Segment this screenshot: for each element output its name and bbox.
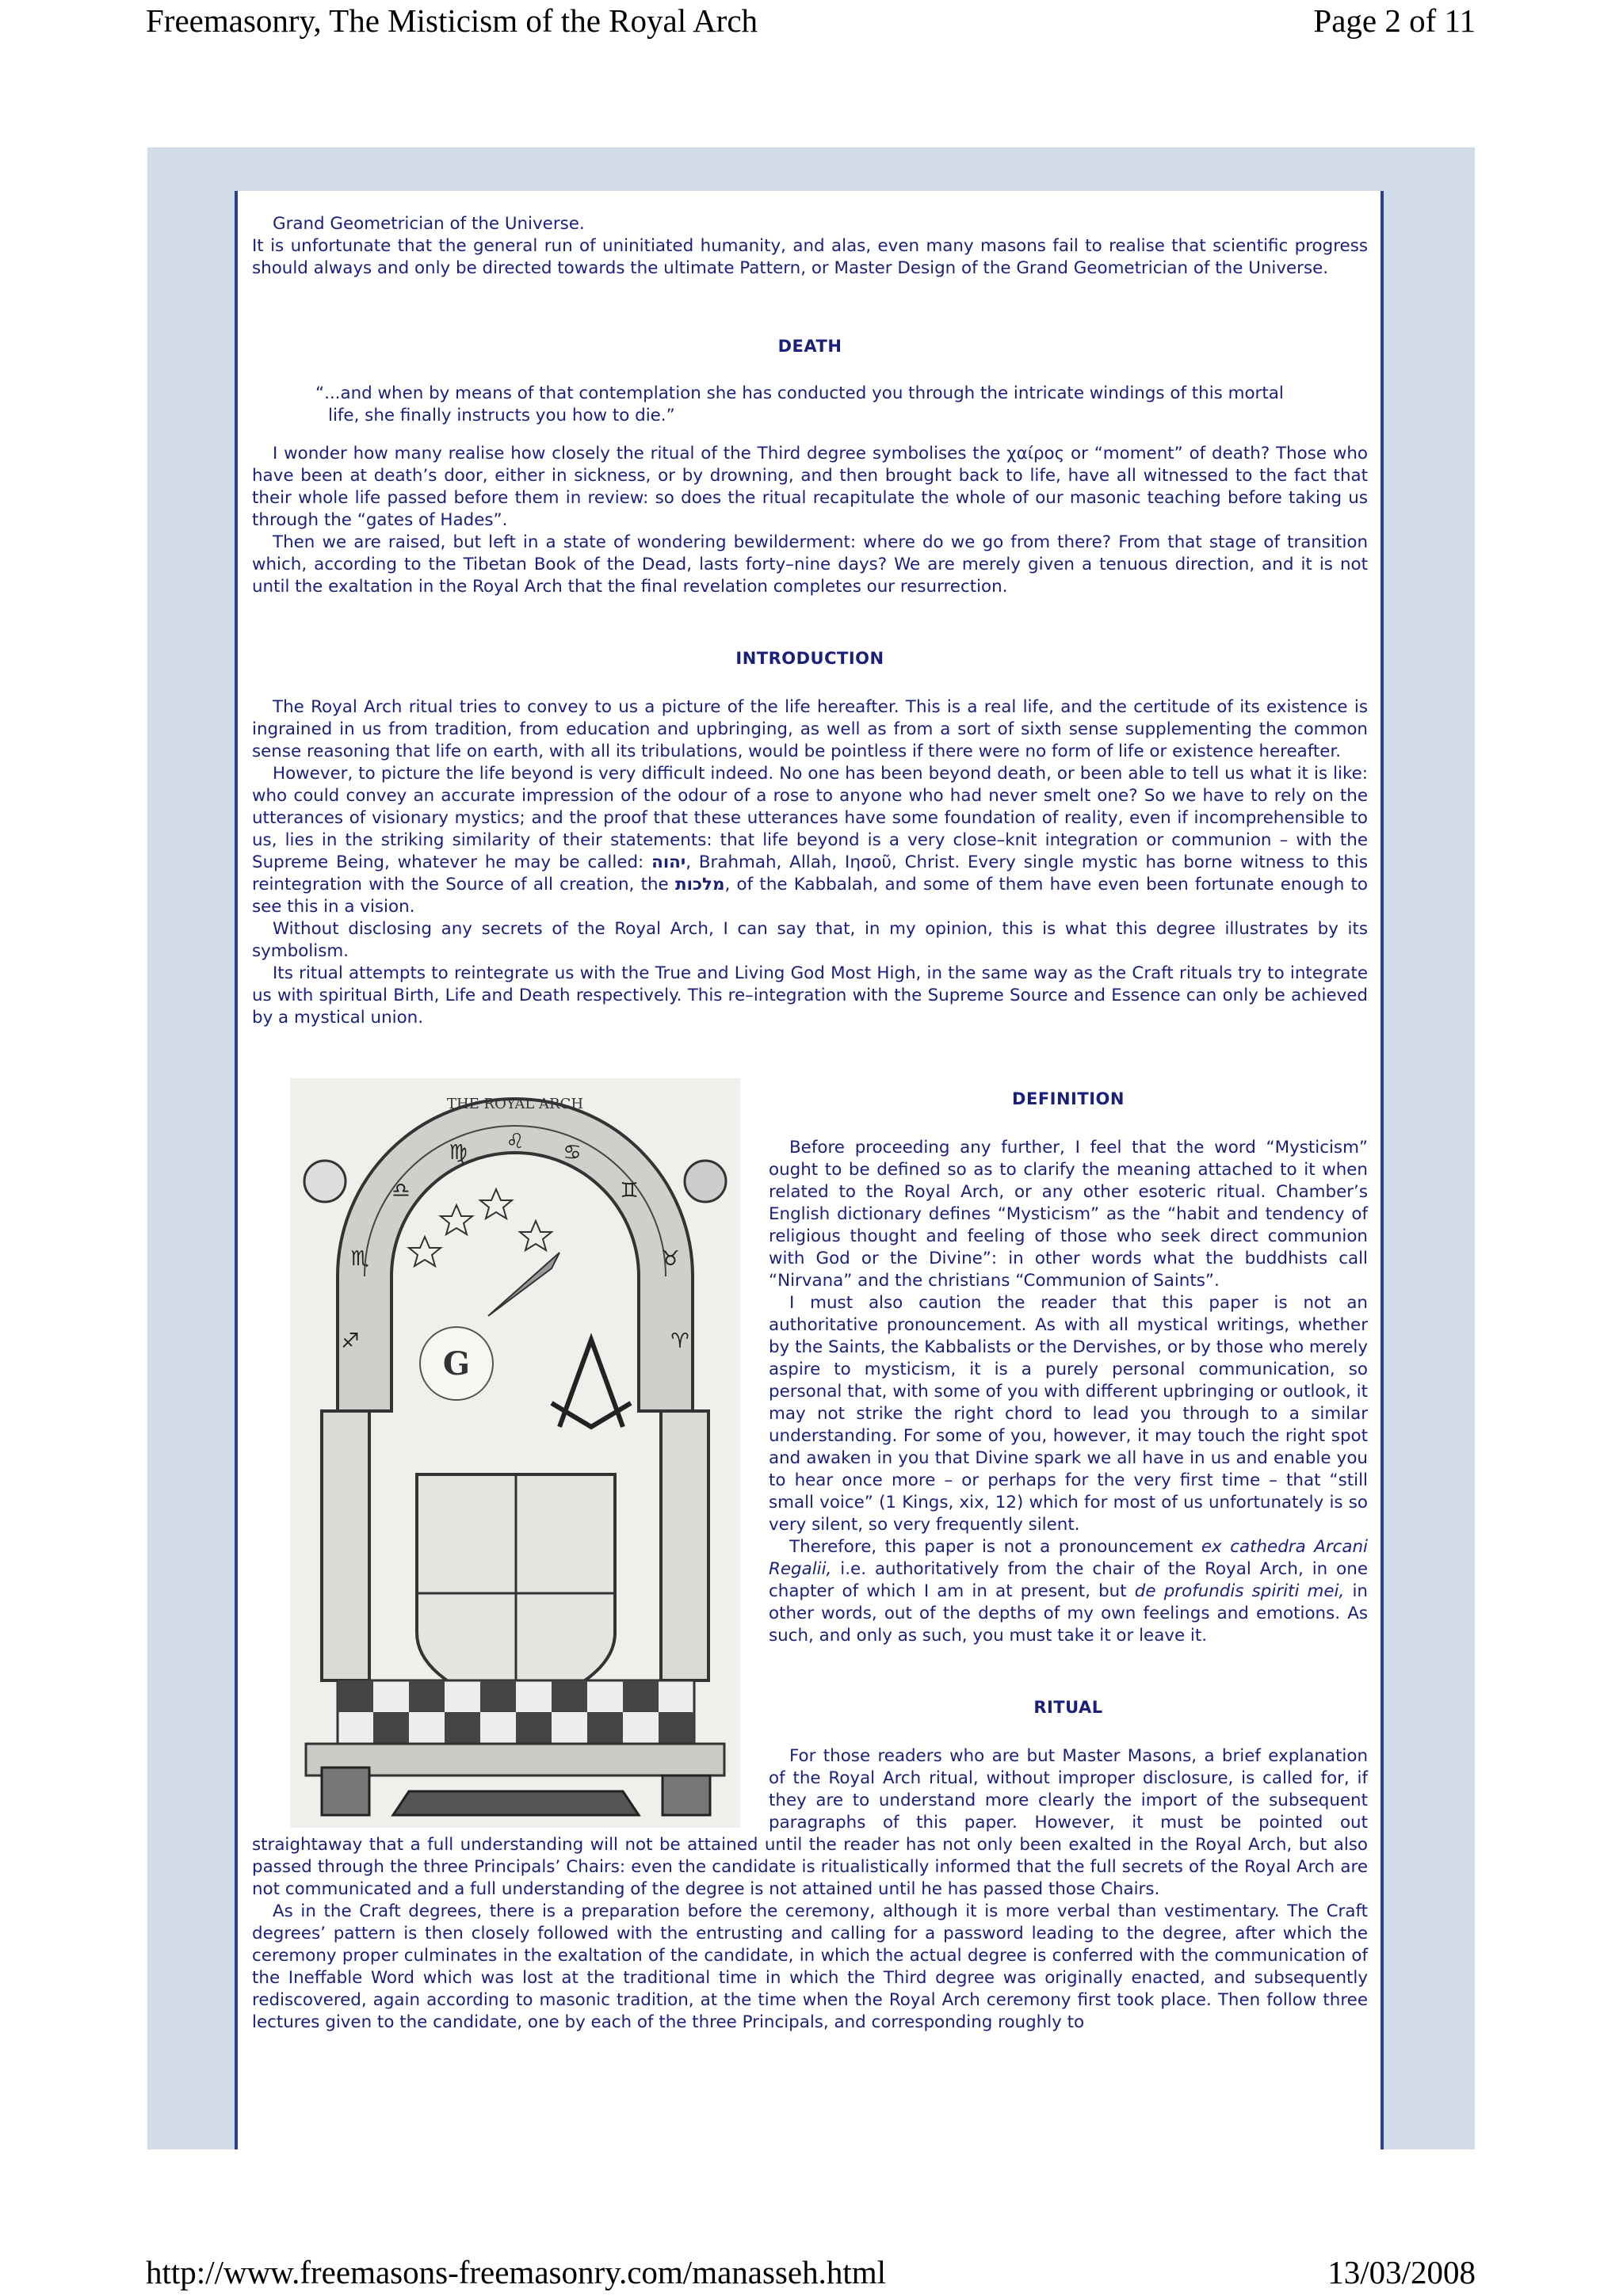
ritual-paragraph-2: As in the Craft degrees, there is a preparation before the ceremony, although it is more verbal than vestimentary. The Craft degrees’ pattern is then closely followed with the entrusting and calling for a password leading to the degree, after which the ceremony proper culminates in the exaltation of the candidate, in which the actual degree is conferred with the communication of the Ineffable Word which was lost at the traditional time in which the Third degree was originally enacted, and subsequently rediscovered, again according to masonic tradition, at the time when the Royal Arch ceremony first took place. Then follow three lectures given to the candidate, one by each of the three Principals, and corresponding roughly to xyxy=(252,1901,1368,2032)
introduction-paragraph-4: Its ritual attempts to reintegrate us with the True and Living God Most High, in the same way as the Craft rituals try to integrate us with spiritual Birth, Life and Death respectively. This re–integration with the Supreme Source and Essence can only be achieved by a mystical union. xyxy=(252,963,1368,1028)
zodiac-glyph: ♎ xyxy=(391,1179,411,1203)
introduction-paragraph-2-part-b: , Brahmah, Allah, Iησοῦ, Christ. Every single mystic has borne witness to this reintegration with the Source of all creation, the xyxy=(252,852,1368,894)
print-footer-date: 13/03/2008 xyxy=(1327,2254,1476,2290)
definition-latin-2: de profundis spiriti mei, xyxy=(1134,1581,1345,1601)
zodiac-glyph: ♌ xyxy=(506,1130,525,1154)
altar-left-icon xyxy=(322,1768,369,1815)
royal-arch-engraving xyxy=(290,1078,740,1828)
glory-letter: G xyxy=(442,1345,471,1383)
death-quote xyxy=(315,383,1360,427)
moon-icon xyxy=(685,1161,726,1202)
definition-paragraph-1: Before proceeding any further, I feel that the word “Mysticism” ought to be defined so as to clarify the meaning attached to it when related to the Royal Arch, or any other esoteric ritual. Chamber’s English dictionary defines “Mysticism” as the “habit and tendency of religious thought and feeling of those who seek direct communion with God or the Divine”: in other words what the buddhists call “Nirvana” and the christians “Communion of Saints”. xyxy=(769,1138,1368,1291)
print-footer xyxy=(146,2253,1476,2293)
left-column xyxy=(322,1411,369,1680)
definition-heading: DEFINITION xyxy=(1012,1089,1125,1108)
sun-icon xyxy=(304,1161,346,1202)
arch-caption: THE ROYAL ARCH xyxy=(446,1096,584,1112)
death-heading: DEATH xyxy=(777,337,842,356)
ritual-paragraph-1: For those readers who are but Master Masons, a brief explanation of the Royal Arch ritual, without improper disclosure, is called for, if they are to understand more clearly the import of the subsequent paragraphs of this paper. However, it must be pointed out straightaway that a full understanding will not be attained until the reader has not only been exalted in the Royal Arch, but also passed through the three Principals’ Chairs: even the candidate is ritualistically informed that the full secrets of the Royal Arch are not communicated and a full understanding of the degree is not attained until he has passed those Chairs. xyxy=(252,1746,1368,1899)
intro-paragraph-1: Grand Geometrician of the Universe. xyxy=(273,214,585,234)
glory-icon xyxy=(420,1327,493,1400)
hebrew-malkuth: מלכות xyxy=(674,875,725,894)
coffin-icon xyxy=(393,1791,639,1815)
zodiac-glyph: ♏ xyxy=(350,1247,369,1271)
royal-arch-illustration xyxy=(290,1078,740,1828)
definition-paragraph-3-part-b: i.e. authoritatively from the chair of the Royal Arch, in one chapter of which I am in at present, but xyxy=(769,1559,1368,1601)
print-footer-url: http://www.freemasons-freemasonry.com/manasseh.html xyxy=(146,2254,887,2290)
zodiac-glyph: ♐ xyxy=(341,1329,360,1353)
ritual-heading: RITUAL xyxy=(1033,1698,1103,1717)
print-header-title: Freemasonry, The Misticism of the Royal Arch xyxy=(146,2,758,39)
definition-paragraph-2: I must also caution the reader that this paper is not an authoritative pronouncement. As with all mystical writings, whether by the Saints, the Kabbalists or the Dervishes, or by those who merely aspire to mysticism, it is a purely personal communication, so personal that, with some of you with different upbringing or outlook, it may not strike the right chord to lead you through to a similar understanding. For some of you, however, it may touch the right spot and awaken in you that Divine spark we all have in us and enable you to hear once more – or perhaps for the very first time – that “still small voice” (1 Kings, xix, 12) which for most of us unfortunately is so very silent, so very frequently silent. xyxy=(769,1293,1368,1535)
zodiac-glyph: ♍ xyxy=(449,1141,468,1165)
zodiac-glyph: ♋ xyxy=(563,1141,582,1165)
checkered-pavement xyxy=(338,1680,694,1744)
introduction-paragraph-2-part-c: , of the Kabbalah, and some of them have even been fortunate enough to see this in a vision. xyxy=(252,875,1368,917)
death-paragraph-1: I wonder how many realise how closely the ritual of the Third degree symbolises the χαίρος or “moment” of death? Those who have been at death’s door, either in sickness, or by drowning, and then brought back to life, have all witnessed to the fact that their whole life passed before them in review: so does the ritual recapitulate the whole of our masonic teaching before taking us through the “gates of Hades”. xyxy=(252,444,1368,530)
definition-paragraph-3-part-c: in other words, out of the depths of my own feelings and emotions. As such, and only as such, you must take it or leave it. xyxy=(769,1581,1368,1646)
altar-right-icon xyxy=(663,1775,710,1815)
introduction-paragraph-1: The Royal Arch ritual tries to convey to us a picture of the life hereafter. This is a real life, and the certitude of its existence is ingrained in us from tradition, from education and upbringing, as well as from a sort of sixth sense supplementing the common sense reasoning that life on earth, with all its tribulations, would be pointless if there were no form of life or existence hereafter. xyxy=(252,697,1368,761)
page-background-frame xyxy=(147,147,1475,2149)
article-panel xyxy=(235,191,1384,2149)
death-paragraph-2: Then we are raised, but left in a state of wondering bewilderment: where do we go from there? From that stage of transition which, according to the Tibetan Book of the Dead, lasts forty–nine days? We are merely given a tenuous direction, and it is not until the exaltation in the Royal Arch that the final revelation completes our resurrection. xyxy=(252,532,1368,597)
intro-paragraph-2: It is unfortunate that the general run of uninitiated humanity, and alas, even many masons fail to realise that scientific progress should always and only be directed towards the ultimate Pattern, or Master Design of the Grand Geometrician of the Universe. xyxy=(252,236,1368,278)
zodiac-glyph: ♊ xyxy=(620,1179,639,1203)
hebrew-divine-name: יהוה xyxy=(651,852,686,872)
introduction-paragraph-3: Without disclosing any secrets of the Royal Arch, I can say that, in my opinion, this is what this degree illustrates by its symbolism. xyxy=(252,919,1368,961)
zodiac-glyph: ♈ xyxy=(670,1329,689,1353)
introduction-paragraph-2 xyxy=(252,763,1368,918)
introduction-heading: INTRODUCTION xyxy=(735,649,884,668)
right-column xyxy=(661,1411,708,1680)
introduction-paragraph-2-part-a: However, to picture the life beyond is very difficult indeed. No one has been beyond death, or been able to tell us what it is like: who could convey an accurate impression of the odour of a rose to anyone who had never smelt one? So we have to rely on the utterances of visionary mystics; and the proof that these utterances have some foundation of reality, even if incomprehensible to us, lies in the striking similarity of their statements: that life beyond is a very close–knit integration or communion – with the Supreme Being, whatever he may be called: xyxy=(252,764,1368,872)
definition-latin-1: ex cathedra Arcani Regalii, xyxy=(769,1537,1368,1579)
print-header-page: Page 2 of 11 xyxy=(1313,2,1476,39)
definition-paragraph-3-part-a: Therefore, this paper is not a pronouncement xyxy=(789,1537,1201,1557)
zodiac-glyph: ♉ xyxy=(661,1247,680,1271)
death-quote-line-1: “...and when by means of that contemplation she has conducted you through the intricate windings of this mortal xyxy=(315,383,1284,403)
print-header xyxy=(146,0,1476,41)
death-quote-line-2: life, she finally instructs you how to die.” xyxy=(328,406,675,425)
